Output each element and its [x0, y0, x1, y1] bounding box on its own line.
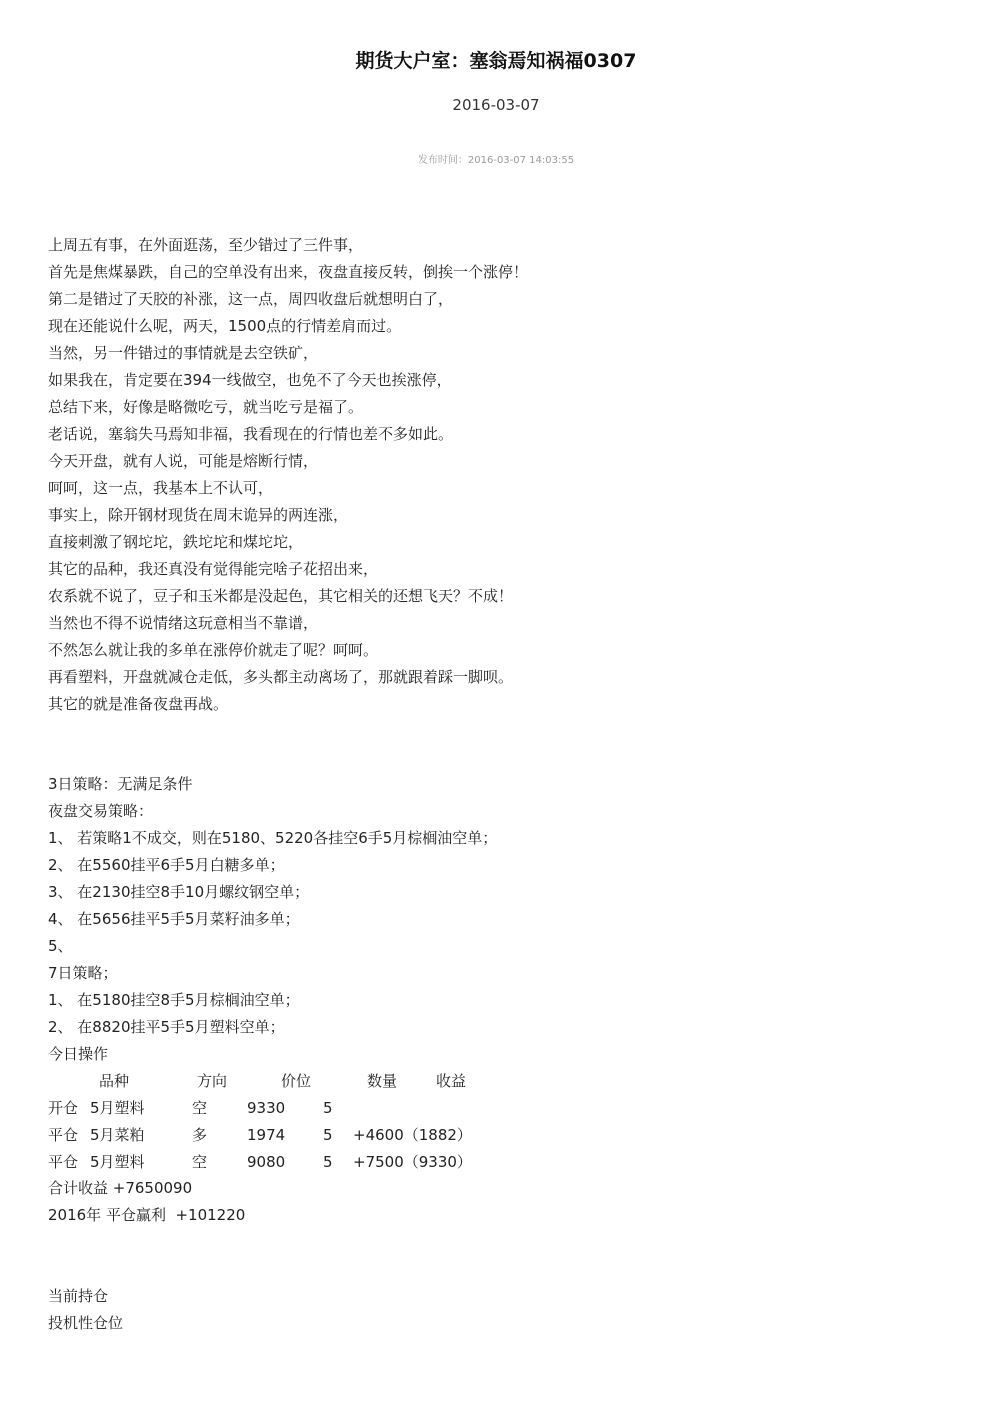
strategy-line: 1、 在5180挂空8手5月棕榈油空单；: [48, 991, 300, 1009]
table-cell-action: 开仓: [48, 1099, 79, 1117]
table-cell-price: 9330: [247, 1099, 286, 1117]
strategy-line: 3、 在2130挂空8手10月螺纹钢空单；: [48, 883, 310, 901]
strategy-line: 5、: [48, 937, 73, 955]
table-cell-direction: 空: [192, 1099, 208, 1117]
body-line: 其它的品种，我还真没有觉得能完啥子花招出来，: [48, 560, 379, 578]
table-cell-product: 5月塑料: [90, 1153, 145, 1171]
body-line: 直接刺激了钢坨坨，鉄坨坨和煤坨坨，: [48, 533, 304, 551]
body-line: 事实上，除开钢材现货在周末诡异的两连涨，: [48, 506, 349, 524]
publish-time: 发布时间：2016-03-07 14:03:55: [417, 155, 575, 166]
table-header-direction: 方向: [197, 1072, 228, 1090]
table-cell-quantity: 5: [323, 1099, 333, 1117]
table-cell-profit: +7500（9330）: [353, 1153, 472, 1171]
body-line: 上周五有事，在外面逛荡，至少错过了三件事，: [48, 236, 364, 254]
strategy-line: 3日策略：无满足条件: [48, 775, 193, 793]
table-cell-direction: 多: [192, 1126, 208, 1144]
body-line: 现在还能说什么呢，两天，1500点的行情差肩而过。: [48, 317, 402, 335]
body-line: 呵呵，这一点，我基本上不认可，: [48, 479, 274, 497]
body-line: 第二是错过了天胶的补涨，这一点，周四收盘后就想明白了，: [48, 290, 454, 308]
table-cell-quantity: 5: [323, 1126, 333, 1144]
body-line: 当然，另一件错过的事情就是去空铁矿，: [48, 344, 319, 362]
strategy-line: 7日策略；: [48, 964, 118, 982]
table-cell-action: 平仓: [48, 1153, 79, 1171]
body-line: 再看塑料，开盘就减仓走低，多头都主动离场了，那就跟着踩一脚呗。: [48, 668, 514, 686]
table-cell-action: 平仓: [48, 1126, 79, 1144]
table-cell-price: 1974: [247, 1126, 286, 1144]
body-line: 总结下来，好像是略微吃亏，就当吃亏是福了。: [48, 398, 364, 416]
body-line: 今天开盘，就有人说，可能是熔断行情，: [48, 452, 319, 470]
strategy-line: 夜盘交易策略：: [48, 802, 154, 820]
table-cell-profit: +4600（1882）: [353, 1126, 472, 1144]
table-header-profit: 收益: [436, 1072, 467, 1090]
page-title: 期货大户室：塞翁焉知祸福0307: [355, 50, 637, 72]
body-line: 不然怎么就让我的多单在涨停价就走了呢？呵呵。: [48, 641, 379, 659]
strategy-line: 1、 若策略1不成交，则在5180、5220各挂空6手5月棕榈油空单；: [48, 829, 498, 847]
table-cell-product: 5月菜粕: [90, 1126, 145, 1144]
body-line: 其它的就是准备夜盘再战。: [48, 695, 229, 713]
table-header-product: 品种: [99, 1072, 130, 1090]
total-profit: 合计收益 +7650090: [48, 1179, 193, 1197]
strategy-line: 今日操作: [48, 1045, 109, 1063]
body-line: 农系就不说了，豆子和玉米都是没起色，其它相关的还想飞天？不成！: [48, 587, 514, 605]
body-line: 首先是焦煤暴跌，自己的空单没有出来，夜盘直接反转，倒挨一个涨停！: [48, 263, 529, 281]
table-cell-quantity: 5: [323, 1153, 333, 1171]
strategy-line: 2、 在5560挂平6手5月白糖多单；: [48, 856, 285, 874]
table-cell-product: 5月塑料: [90, 1099, 145, 1117]
article-date: 2016-03-07: [452, 96, 540, 114]
table-header-price: 价位: [281, 1072, 312, 1090]
table-cell-price: 9080: [247, 1153, 286, 1171]
strategy-line: 4、 在5656挂平5手5月菜籽油多单；: [48, 910, 300, 928]
table-cell-direction: 空: [192, 1153, 208, 1171]
positions-heading: 当前持仓: [48, 1287, 109, 1305]
table-header-quantity: 数量: [367, 1072, 398, 1090]
body-line: 老话说，塞翁失马焉知非福，我看现在的行情也差不多如此。: [48, 425, 454, 443]
body-line: 当然也不得不说情绪这玩意相当不靠谱，: [48, 614, 319, 632]
speculative-positions-heading: 投机性仓位: [48, 1314, 124, 1332]
body-line: 如果我在，肯定要在394一线做空，也免不了今天也挨涨停，: [48, 371, 452, 389]
yearly-profit: 2016年 平仓赢利 +101220: [48, 1206, 246, 1224]
strategy-line: 2、 在8820挂平5手5月塑料空单；: [48, 1018, 285, 1036]
